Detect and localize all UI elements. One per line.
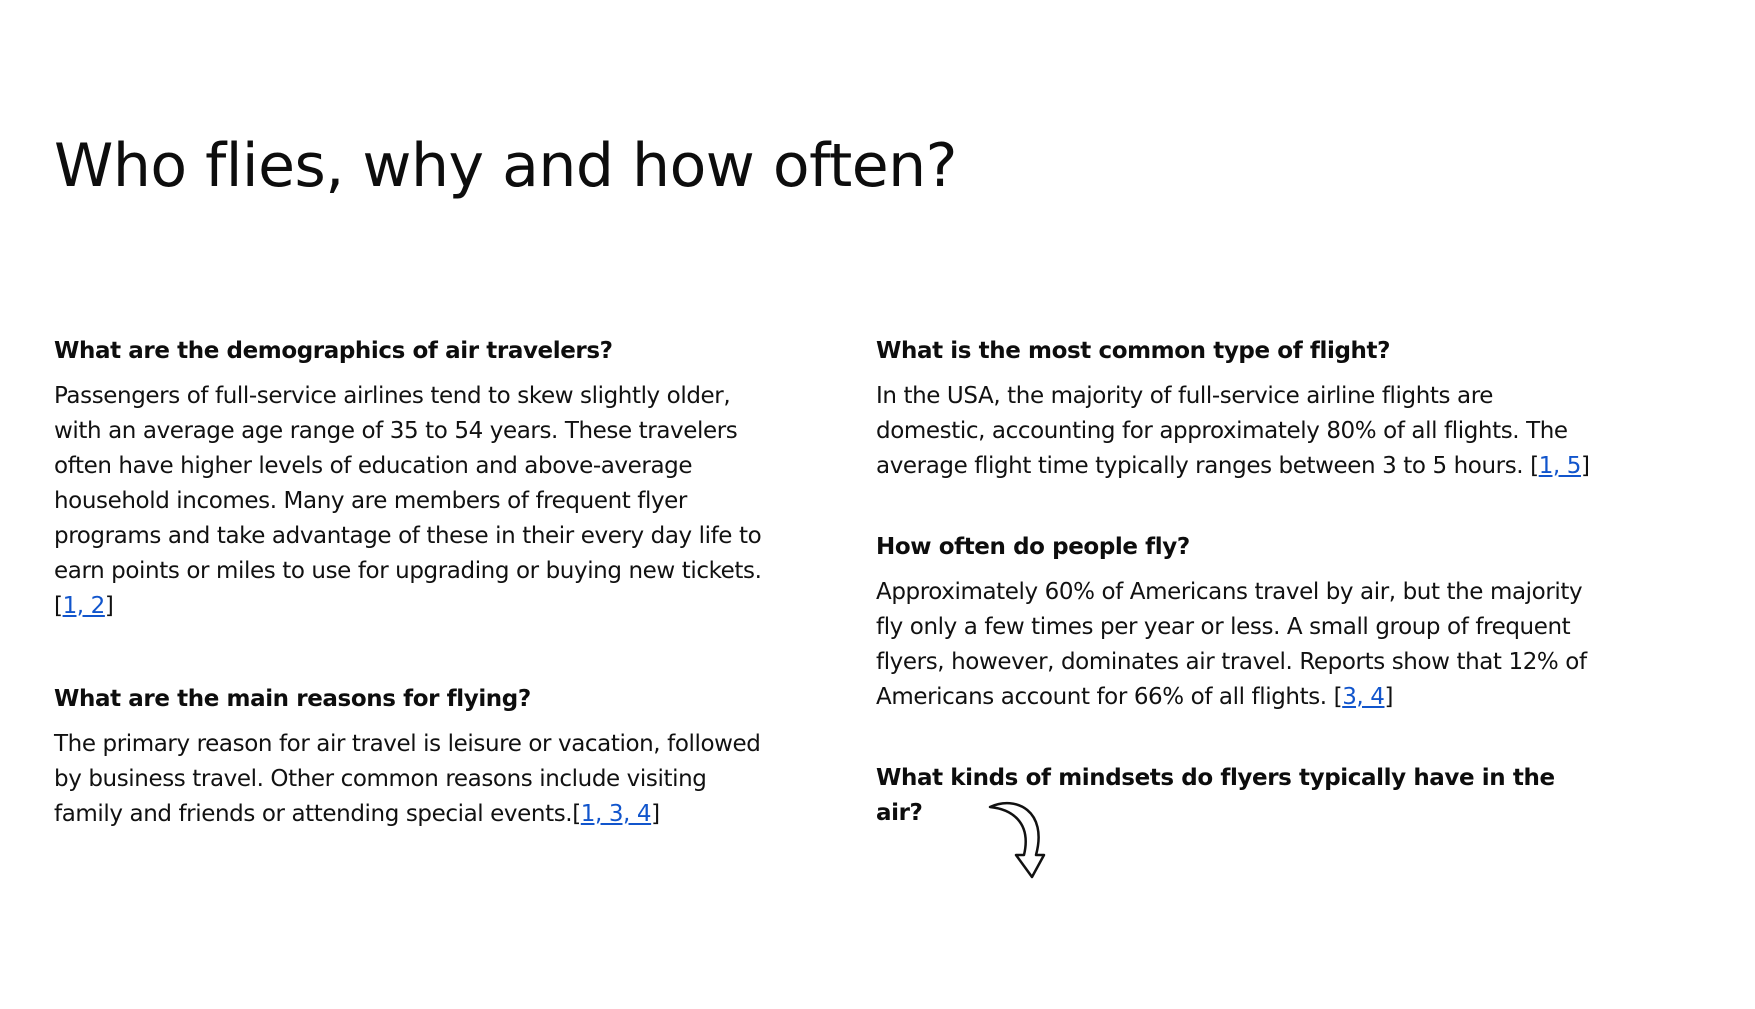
section-spacer: [54, 624, 774, 682]
demographics-answer: [54, 379, 774, 624]
refs-bracket-close: ]: [651, 801, 660, 827]
section-spacer: [876, 715, 1596, 761]
curved-down-arrow-icon: [986, 797, 1056, 887]
flight-type-answer: [876, 379, 1596, 484]
left-column: [54, 334, 774, 832]
demographics-references: [54, 593, 113, 619]
flight-type-answer-text: In the USA, the majority of full-service airline flights are domestic, accounting for approximately 80% of all flights. The average flight time typically ranges between 3 to 5 hours.: [876, 383, 1568, 479]
refs-bracket-open: [: [572, 801, 581, 827]
reasons-references: [572, 801, 660, 827]
demographics-question: What are the demographics of air travelers?: [54, 338, 613, 364]
flight-type-references: [1530, 453, 1589, 479]
reasons-section: [54, 682, 774, 832]
flight-type-section: [876, 334, 1596, 484]
refs-bracket-close: ]: [1384, 684, 1394, 710]
demographics-answer-text: Passengers of full-service airlines tend to skew slightly older, with an average age range of 35 to 54 years. These travelers often have higher levels of education and above-average household incomes. Many are members of frequent flyer programs and take advantage of these in their every day life to earn points or miles to use for upgrading or buying new tickets.: [54, 383, 762, 584]
reasons-answer: [54, 727, 774, 832]
section-spacer: [876, 484, 1596, 530]
frequency-references: [1334, 684, 1393, 710]
reasons-answer-text: The primary reason for air travel is leisure or vacation, followed by business travel. Other common reasons include visiting family and friends or attending special events.: [54, 731, 761, 827]
reasons-reference-link[interactable]: 1, 3, 4: [580, 801, 652, 827]
right-column: [876, 334, 1596, 831]
demographics-reference-link[interactable]: 1, 2: [62, 593, 105, 619]
flight-type-question: What is the most common type of flight?: [876, 338, 1391, 364]
page-title: Who flies, why and how often?: [54, 131, 958, 201]
mindsets-question: What kinds of mindsets do flyers typically have in the air?: [876, 765, 1555, 826]
frequency-section: [876, 530, 1596, 715]
refs-bracket-open: [: [54, 593, 63, 619]
demographics-section: [54, 334, 774, 624]
refs-bracket-open: [: [1530, 453, 1539, 479]
reasons-question: What are the main reasons for flying?: [54, 686, 531, 712]
refs-bracket-open: [: [1333, 684, 1343, 710]
refs-bracket-close: ]: [1580, 453, 1590, 479]
mindsets-section: [876, 761, 1596, 831]
frequency-reference-link[interactable]: 3, 4: [1342, 684, 1385, 710]
refs-bracket-close: ]: [104, 593, 114, 619]
frequency-question: How often do people fly?: [876, 534, 1190, 560]
flight-type-reference-link[interactable]: 1, 5: [1538, 453, 1581, 479]
frequency-answer: [876, 575, 1596, 715]
frequency-answer-text: Approximately 60% of Americans travel by air, but the majority fly only a few times per year or less. A small group of frequent flyers, however, dominates air travel. Reports show that 12% of Americans account for 66% of all flights.: [876, 579, 1587, 710]
